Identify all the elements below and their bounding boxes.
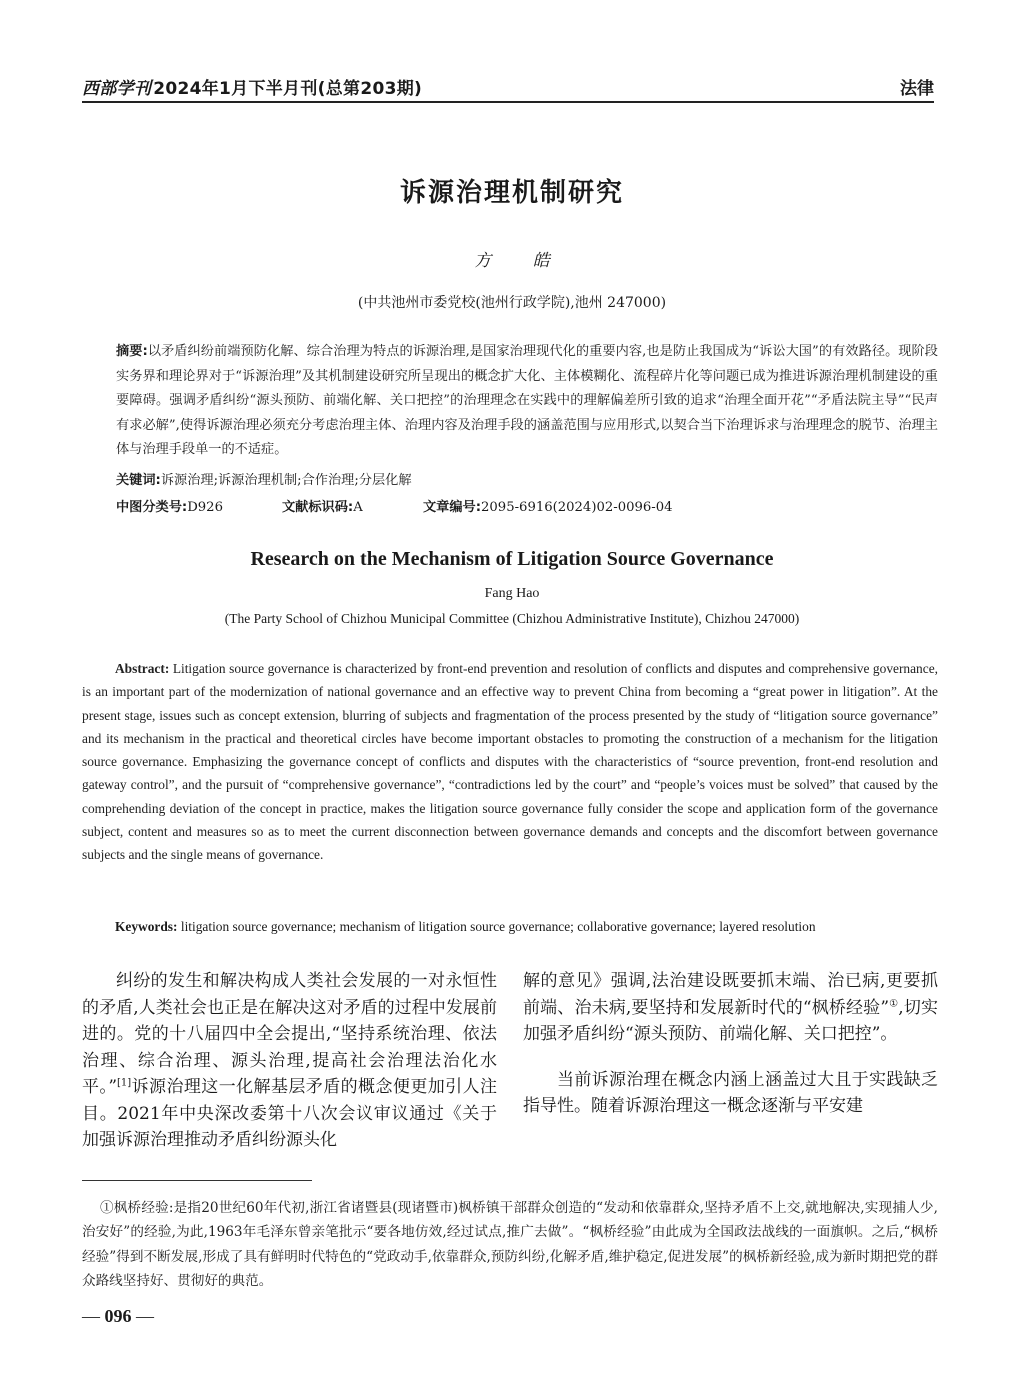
keywords-en-text: litigation source governance; mechanism of litigation source governance; collaborative governance; layered resolution [180, 919, 816, 934]
article-number-label: 文章编号: [423, 500, 482, 515]
footnote: ①枫桥经验:是指20世纪60年代初,浙江省诸暨县(现诸暨市)枫桥镇干部群众创造的“发动和依靠群众,坚持矛盾不上交,就地解决,实现捕人少,治安好”的经验,为此,1963年毛泽东曾亲笔批示“要各地仿效,经过试点,推广去做”。“枫桥经验”由此成为全国政法战线的一面旗帜。之后,“枫桥经验”得到不断发展,形成了具有鲜明时代特色的“党政动手,依靠群众,预防纠纷,化解矛盾,维护稳定,促进发展”的枫桥新经验,成为新时期把党的群众路线坚持好、贯彻好的典范。 [82, 1200, 938, 1289]
keywords-en-label: Keywords: [115, 919, 178, 934]
document-code-label: 文献标识码: [282, 500, 354, 515]
author-en: Fang Hao [484, 586, 540, 601]
body-text: 诉源治理这一化解基层矛盾的概念便更加引人注目。2021年中央深改委第十八次会议审议通过《关于加强诉源治理推动矛盾纠纷源头化 [82, 1077, 497, 1150]
body-paragraph [82, 968, 497, 1154]
footnote-rule [82, 1180, 312, 1181]
clc-number [116, 496, 223, 515]
body-column-right [523, 968, 938, 1120]
running-header [82, 72, 934, 98]
journal-logo: 西部学刊 [82, 79, 152, 99]
citation-ref: [1] [117, 1077, 132, 1089]
affiliation-en: (The Party School of Chizhou Municipal Committee (Chizhou Administrative Institute), Chizhou 247000) [224, 611, 800, 626]
keywords-en [82, 919, 938, 935]
title-en: Research on the Mechanism of Litigation Source Governance [250, 548, 774, 570]
body-paragraph: 当前诉源治理在概念内涵上涵盖过大且于实践缺乏指导性。随着诉源治理这一概念逐渐与平安建 [523, 1069, 938, 1116]
abstract-en [82, 657, 938, 867]
article-number [423, 496, 673, 515]
document-code-value: A [353, 500, 363, 515]
issue-info: 2024年1月下半月刊(总第203期) [153, 79, 423, 99]
section-name: 法律 [900, 79, 934, 99]
body-text: 解的意见》强调,法治建设既要抓末端、治已病,更要抓前端、治未病,要坚持和发展新时代的“枫桥经验” [523, 971, 938, 1018]
body-column-left [82, 968, 497, 1154]
body-text: 纠纷的发生和解决构成人类社会发展的一对永恒性的矛盾,人类社会也正是在解决这对矛盾的过程中发展前进的。党的十八届四中全会提出,“坚持系统治理、依法治理、综合治理、源头治理,提高社会治理法治化水平。” [82, 971, 497, 1097]
page-number [82, 1306, 154, 1327]
keywords-cn-text: 诉源治理;诉源治理机制;合作治理;分层化解 [160, 473, 412, 488]
document-code [282, 496, 363, 515]
author-cn: 方 皓 [474, 251, 568, 271]
page-dash-left: — [82, 1306, 100, 1326]
abstract-en-label: Abstract: [115, 661, 170, 676]
body-text: ,切实加强矛盾纠纷“源头预防、前端化解、关口把控”。 [523, 997, 938, 1044]
article-number-value: 2095-6916(2024)02-0096-04 [481, 500, 673, 515]
abstract-cn [116, 340, 938, 463]
abstract-cn-label: 摘要: [116, 344, 148, 359]
body-paragraph [523, 968, 938, 1048]
abstract-en-text: Litigation source governance is characterized by front-end prevention and resolution of conflicts and disputes and comprehensive governance, is an important part of the modernization of national governance and an effective way to prevent China from becoming a “great power in litigation”. At the present stage, issues such as concept extension, blurring of subjects and fragmentation of the process presented by the study of “litigation source governance” and its mechanism in the practical and theoretical circles have become important obstacles to promoting the construction of a mechanism for the litigation source governance. Emphasizing the governance concept of conflicts and disputes with the characteristics of “source prevention, front-end resolution and gateway control”, and the pursuit of “comprehensive governance”, “contradictions led by the court” and “people’s voices must be solved” that caused by the comprehending deviation of the concept in practice, makes the litigation source governance fully consider the scope and application form of the governance subject, content and measures so as to meet the current disconnection between governance demands and concepts and the discomfort between governance subjects and the single means of governance. [82, 661, 938, 863]
clc-label: 中图分类号: [116, 500, 188, 515]
page-dash-right: — [136, 1306, 154, 1326]
keywords-cn [116, 469, 938, 488]
footnote-marker: ① [889, 997, 899, 1009]
abstract-cn-text: 以矛盾纠纷前端预防化解、综合治理为特点的诉源治理,是国家治理现代化的重要内容,也是防止我国成为“诉讼大国”的有效路径。现阶段实务界和理论界对于“诉源治理”及其机制建设研究所呈现出的概念扩大化、主体模糊化、流程碎片化等问题已成为推进诉源治理机制建设的重要障碍。强调矛盾纠纷“源头预防、前端化解、关口把控”的治理理念在实践中的理解偏差所引致的追求“治理全面开花”“矛盾法院主导”“民声有求必解”,使得诉源治理必须充分考虑治理主体、治理内容及治理手段的涵盖范围与应用形式,以契合当下治理诉求与治理理念的脱节、治理主体与治理手段单一的不适症。 [116, 344, 938, 457]
affiliation-cn: (中共池州市委党校(池州行政学院),池州 247000) [357, 295, 667, 311]
header-rule [82, 101, 934, 103]
page-number-value: 096 [104, 1306, 132, 1326]
keywords-cn-label: 关键词: [116, 473, 161, 488]
journal-issue-line [82, 74, 422, 99]
clc-value: D926 [187, 500, 223, 515]
classification-line [116, 496, 938, 516]
title-cn: 诉源治理机制研究 [399, 178, 624, 208]
